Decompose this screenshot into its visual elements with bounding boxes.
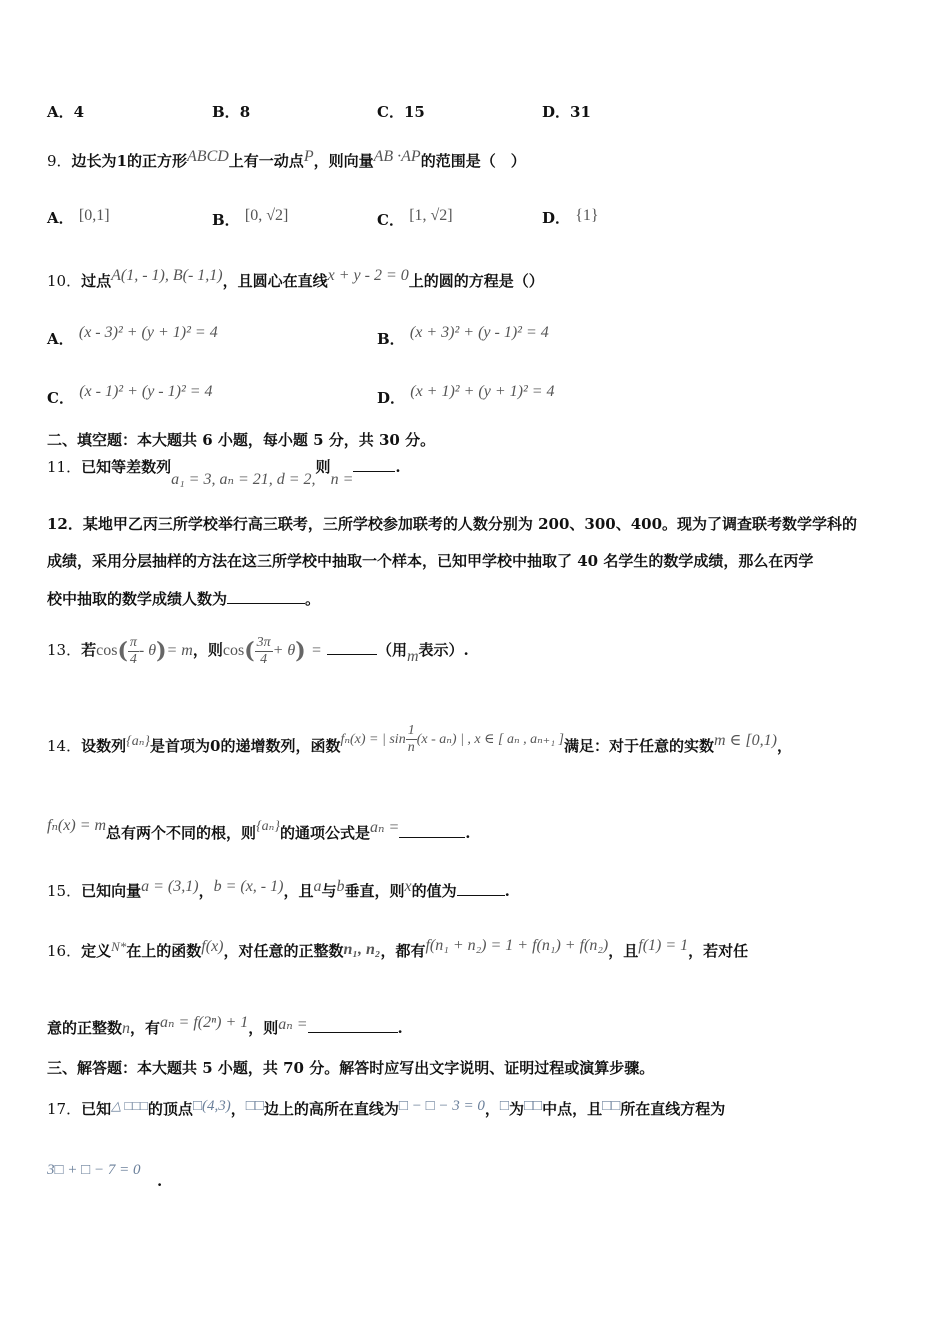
- question-15: 15．已知向量a = (3,1)，b = (x, - 1)，且a与b垂直，则x的值为 .: [47, 878, 510, 900]
- q16-answer-blank[interactable]: [308, 1018, 398, 1033]
- q10-option-b: B． (x + 3)² + (y - 1)² = 4: [377, 324, 549, 348]
- q15-answer-blank[interactable]: [457, 881, 505, 896]
- q9-option-a: A． [0,1]: [47, 207, 110, 227]
- question-12-line-2: 成绩，采用分层抽样的方法在这三所学校中抽取一个样本，已知甲学校中抽取了 40 名学生的数学成绩，那么在丙学: [47, 552, 814, 570]
- q14-function: fₙ(x) = | sin $\frac{1}{n}$ (x - aₙ) | , x ∈ [ aₙ , aₙ₊₁ ]: [340, 723, 565, 756]
- question-14-line-2: fₙ(x) = m总有两个不同的根，则{aₙ}的通项公式是aₙ = .: [47, 817, 471, 842]
- q9-number: 9．: [47, 152, 72, 170]
- q9-square: ABCD: [187, 148, 229, 165]
- q13-fraction-2: $\frac{3\pi}{4}$: [256, 634, 271, 667]
- q10-option-d: D． (x + 1)² + (y + 1)² = 4: [377, 383, 555, 407]
- q10-option-a: A． (x - 3)² + (y + 1)² = 4: [47, 324, 218, 348]
- q11-answer-blank[interactable]: [353, 457, 395, 472]
- question-11: 11．已知等差数列a₁ = 3, aₙ = 21, d = 2,则n =.: [47, 458, 401, 488]
- q8-option-d: D．31: [542, 103, 591, 121]
- q12-answer-blank[interactable]: [227, 589, 305, 604]
- question-17-line-2: 3□ + □ − 7 = 0: [47, 1162, 141, 1178]
- q9-option-d: D． {1}: [542, 207, 599, 227]
- q10-line: x + y - 2 = 0: [327, 267, 409, 284]
- q10-points: A(1, - 1), B(- 1,1): [111, 267, 223, 284]
- question-9: 9．边长为1的正方形ABCD上有一动点P，则向量AB ·AP的范围是（ ）: [47, 148, 526, 170]
- q8-option-b: B．8: [212, 103, 251, 121]
- q9-vectors: AB ·AP: [373, 148, 421, 165]
- q13-fraction-1: $\frac{\pi}{4}$: [129, 634, 137, 667]
- section-3-heading: 三、解答题：本大题共 5 小题，共 70 分。解答时应写出文字说明、证明过程或演算步骤。: [47, 1059, 655, 1077]
- q9-option-c: C． [1, √2]: [377, 207, 453, 229]
- q8-option-a: A．4: [47, 103, 85, 121]
- question-14-line-1: 14．设数列{aₙ}是首项为0的递增数列，函数fₙ(x) = | sin $\frac{1}{n}$ (x - aₙ) | , x ∈ [ aₙ , aₙ₊₁ ]满足：对于任意的实数m ∈ [0,1)，: [47, 723, 792, 756]
- question-17-end: .: [157, 1172, 163, 1190]
- q8-option-c: C．15: [377, 103, 425, 121]
- question-12-line-1: 12．某地甲乙丙三所学校举行高三联考，三所学校参加联考的人数分别为 200、300、400。现为了调查联考数学学科的: [47, 515, 858, 533]
- question-10: 10．过点A(1, - 1), B(- 1,1)，且圆心在直线x + y - 2 = 0上的圆的方程是（）: [47, 267, 544, 290]
- section-2-heading: 二、填空题：本大题共 6 小题，每小题 5 分，共 30 分。: [47, 431, 436, 449]
- q14-answer-blank[interactable]: [399, 823, 465, 838]
- q11-sequence: a₁ = 3, aₙ = 21, d = 2,: [171, 471, 316, 488]
- q9-option-b: B． [0, √2]: [212, 207, 289, 229]
- q10-option-c: C． (x - 1)² + (y - 1)² = 4: [47, 383, 213, 407]
- q9-point: P: [303, 148, 314, 165]
- question-12-line-3: 校中抽取的数学成绩人数为 。: [47, 590, 321, 608]
- question-16-line-1: 16．定义N*在上的函数f(x)，对任意的正整数n₁, n₂，都有f(n₁ + n₂) = 1 + f(n₁) + f(n₂)，且f(1) = 1，若对任: [47, 937, 749, 960]
- q13-answer-blank[interactable]: [327, 640, 377, 655]
- question-17-line-1: 17．已知△ □□□的顶点□(4,3)，□□边上的高所在直线为□ − □ − 3 = 0，□为□□中点，且□□所在直线方程为: [47, 1098, 726, 1118]
- question-16-line-2: 意的正整数n，有aₙ = f(2ⁿ) + 1，则aₙ = .: [47, 1014, 403, 1037]
- question-13: 13．若cos( $\frac{\pi}{4}$ - θ)= m，则cos( $\frac{3\pi}{4}$ + θ) = （用m表示）.: [47, 634, 469, 667]
